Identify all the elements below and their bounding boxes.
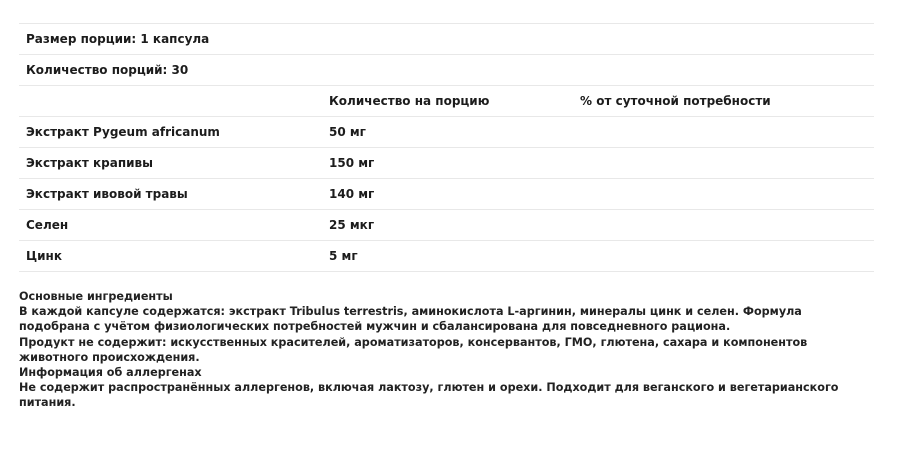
servings-count-row: [19, 55, 874, 86]
ingredients-heading: Основные ингредиенты: [19, 290, 173, 303]
table-row: [19, 241, 874, 272]
ingredient-amount: 150 мг: [322, 148, 573, 179]
serving-size: Размер порции: 1 капсула: [19, 24, 874, 55]
ingredient-daily-value: [573, 179, 874, 210]
ingredient-name: Цинк: [19, 241, 322, 272]
ingredient-daily-value: [573, 241, 874, 272]
ingredient-daily-value: [573, 117, 874, 148]
ingredient-name: Экстракт крапивы: [19, 148, 322, 179]
supplement-facts-table: [19, 23, 874, 272]
table-row: [19, 179, 874, 210]
free-from-text-line: животного происхождения.: [19, 350, 200, 364]
ingredient-daily-value: [573, 148, 874, 179]
ingredients-text-line: подобрана с учётом физиологических потребностей мужчин и сбалансирована для повседневного рациона.: [19, 320, 731, 334]
product-description: [19, 289, 889, 411]
allergen-heading: Информация об аллергенах: [19, 366, 202, 380]
ingredient-amount: 140 мг: [322, 179, 573, 210]
serving-size-row: [19, 24, 874, 55]
ingredient-name: Экстракт ивовой травы: [19, 179, 322, 210]
ingredient-amount: 25 мкг: [322, 210, 573, 241]
table-header-row: [19, 86, 874, 117]
table-row: [19, 148, 874, 179]
free-from-text-line: Продукт не содержит: искусственных красителей, ароматизаторов, консервантов, ГМО, глютена, сахара и компонентов: [19, 335, 808, 349]
servings-count: Количество порций: 30: [19, 55, 874, 86]
table-row: [19, 210, 874, 241]
ingredient-name: Селен: [19, 210, 322, 241]
allergen-text-line: питания.: [19, 396, 76, 410]
header-name: [19, 86, 322, 117]
header-amount: Количество на порцию: [322, 86, 573, 117]
table-row: [19, 117, 874, 148]
ingredient-daily-value: [573, 210, 874, 241]
ingredient-amount: 5 мг: [322, 241, 573, 272]
ingredients-text-line: В каждой капсуле содержатся: экстракт Tribulus terrestris, аминокислота L-аргинин, минералы цинк и селен. Формула: [19, 305, 802, 319]
allergen-text-line: Не содержит распространённых аллергенов, включая лактозу, глютен и орехи. Подходит для веганского и вегетарианского: [19, 381, 839, 395]
header-daily-value: % от суточной потребности: [573, 86, 874, 117]
ingredient-amount: 50 мг: [322, 117, 573, 148]
ingredient-name: Экстракт Pygeum africanum: [19, 117, 322, 148]
